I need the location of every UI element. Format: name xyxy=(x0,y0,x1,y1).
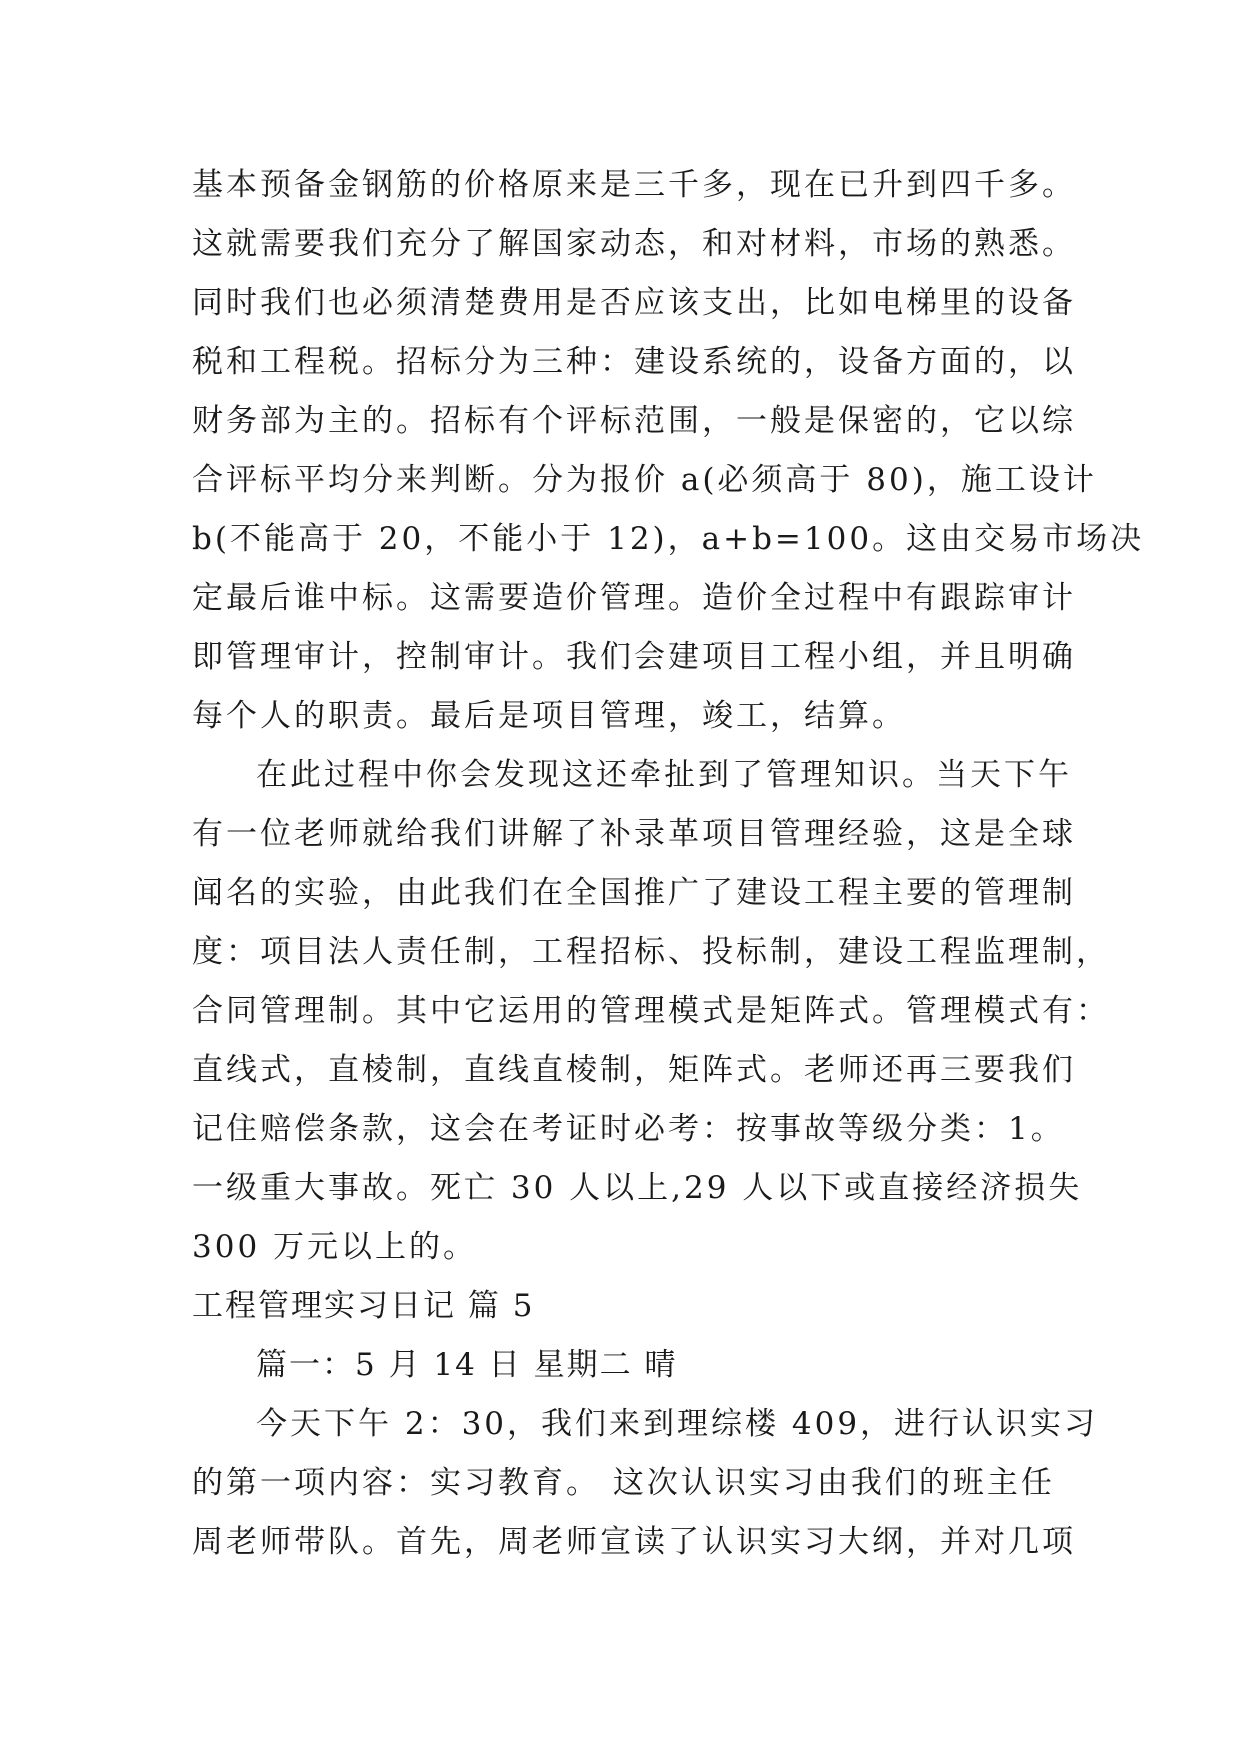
text-line: 的第一项内容：实习教育。 这次认识实习由我们的班主任 xyxy=(192,1465,1055,1501)
text-line: 一级重大事故。死亡 30 人以上,29 人以下或直接经济损失 xyxy=(192,1170,1083,1206)
text-line: 每个人的职责。最后是项目管理，竣工，结算。 xyxy=(192,698,906,734)
text-line: 即管理审计，控制审计。我们会建项目工程小组，并且明确 xyxy=(192,639,1076,675)
text-line: 税和工程税。招标分为三种：建设系统的，设备方面的，以 xyxy=(192,344,1076,380)
text-line: 有一位老师就给我们讲解了补录革项目管理经验，这是全球 xyxy=(192,816,1076,852)
text-line: 财务部为主的。招标有个评标范围，一般是保密的，它以综 xyxy=(192,403,1076,439)
text-line: b(不能高于 20，不能小于 12)，a+b=100。这由交易市场决 xyxy=(192,521,1145,557)
paragraph-1 xyxy=(192,156,1145,746)
section-heading: 工程管理实习日记 篇 5 xyxy=(192,1288,535,1324)
paragraph-3 xyxy=(192,1395,1099,1572)
text-line: 度：项目法人责任制，工程招标、投标制，建设工程监理制， xyxy=(192,934,1110,970)
text-line: 闻名的实验，由此我们在全国推广了建设工程主要的管理制 xyxy=(192,875,1076,911)
text-line: 定最后谁中标。这需要造价管理。造价全过程中有跟踪审计 xyxy=(192,580,1076,616)
document-body xyxy=(192,156,1145,1572)
text-line: 合评标平均分来判断。分为报价 a(必须高于 80)，施工设计 xyxy=(192,462,1097,498)
text-line: 直线式，直棱制，直线直棱制，矩阵式。老师还再三要我们 xyxy=(192,1052,1076,1088)
text-line: 同时我们也必须清楚费用是否应该支出，比如电梯里的设备 xyxy=(192,285,1076,321)
text-line: 在此过程中你会发现这还牵扯到了管理知识。当天下午 xyxy=(256,757,1072,793)
text-line: 今天下午 2：30，我们来到理综楼 409，进行认识实习 xyxy=(256,1406,1099,1442)
text-line: 300 万元以上的。 xyxy=(192,1229,478,1265)
text-line: 基本预备金钢筋的价格原来是三千多，现在已升到四千多。 xyxy=(192,167,1076,203)
text-line: 周老师带队。首先，周老师宣读了认识实习大纲，并对几项 xyxy=(192,1524,1076,1560)
text-line: 这就需要我们充分了解国家动态，和对材料，市场的熟悉。 xyxy=(192,226,1076,262)
paragraph-2 xyxy=(192,746,1110,1277)
text-line: 合同管理制。其中它运用的管理模式是矩阵式。管理模式有： xyxy=(192,993,1110,1029)
entry-subheading: 篇一：5 月 14 日 星期二 晴 xyxy=(256,1347,678,1383)
text-line: 记住赔偿条款，这会在考证时必考：按事故等级分类：1。 xyxy=(192,1111,1065,1147)
